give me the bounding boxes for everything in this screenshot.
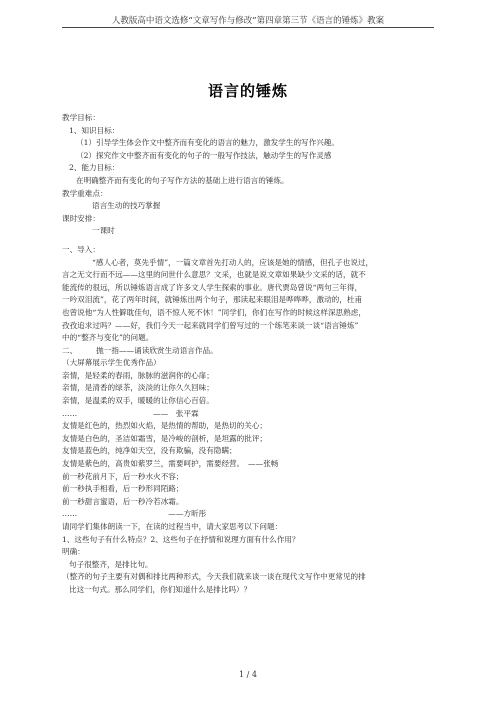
intro-paragraph-line: 言之无文行而不远——这里的问世什么意思？文采，也就是说文章如果缺少文采的话，就不 [62, 270, 366, 280]
answer-heading: 明确： [62, 547, 85, 557]
answer-line: 比这一句式。那么同学们，你们知道什么是排比吗）？ [69, 584, 252, 594]
question-list: 1、这些句子有什么特点？2、这些句子在抒情和说理方面有什么作用？ [62, 534, 300, 544]
page-number: 1 / 4 [239, 670, 257, 679]
poem-line: 亲情，是清香的绿茶，淡淡的让你久久回味； [62, 383, 214, 393]
answer-line: （整齐的句子主要有对偶和排比两种形式，今天我们就来谈一谈在现代文写作中更常见的排 [62, 572, 366, 582]
schedule-item: 一课时 [92, 226, 115, 236]
knowledge-item-2: （2）探究作文中整齐而有变化的句子的一般写作技法，触动学生的写作灵感 [76, 150, 332, 160]
screen-note: （大屏幕展示学生优秀作品） [62, 358, 161, 368]
section2-heading: 二、 抛一指——诵读欣赏生动语言作品。 [62, 345, 218, 355]
poem-line: 友情是蓝色的，纯净如天空，没有欺骗，没有隐瞒； [62, 446, 237, 456]
objectives-heading: 教学目标： [62, 113, 100, 122]
answer-line: 句子很整齐，是排比句。 [69, 559, 153, 569]
poem-line: 友情是白色的，圣洁如霜雪，是冷峻的剖析，是坦露的批评； [62, 433, 268, 443]
header-rule [62, 27, 434, 28]
document-body [62, 112, 442, 597]
ability-heading: 2、能力目标： [69, 163, 120, 173]
running-header: 人教版高中语文选修“文章写作与修改”第四章第三节《语言的锤炼》教案 [111, 16, 385, 26]
schedule-heading: 课时安排： [62, 213, 100, 223]
intro-paragraph-line: “感人心者，莫先乎情”，一篇文章首先打动人的，应该是她的情感，但孔子也说过， [92, 257, 374, 267]
poem-line: 友情是红色的，热烈如火焰，是热情的帮助，是热切的关心； [62, 421, 268, 431]
intro-paragraph-line: 孜孜追求过吗？——好，我们今天一起来就同学们曾写过的一个练笔来谈一谈“语言锤炼” [62, 320, 359, 330]
poem-line: 亲情，是轻柔的春雨，脉脉的滋润你的心扉； [62, 370, 214, 380]
knowledge-item-1: （1）引导学生体会作文中整齐而有变化的语言的魅力，激发学生的写作兴趣。 [76, 138, 340, 148]
intro-paragraph-line: 也曾说他“为人性僻耽佳句，语不惊人死不休！”同学们，你们在写作的时候这样深思熟虑， [62, 307, 366, 317]
poem-line: 友情是紫色的，高贵如紫罗兰，需要呵护，需要经营。 ——张畅 [62, 459, 279, 469]
poem-line: 前一秒甜言蜜语，后一秒冷若冰霜。 [62, 496, 184, 506]
key-points-heading: 教学重难点： [62, 188, 108, 198]
poem-line: 前一秒花前月下，后一秒水火不容； [62, 471, 184, 481]
poem-author: …… ——方昕彤 [62, 509, 207, 519]
intro-paragraph-line: 中的“整齐与变化”的问题。 [62, 333, 154, 343]
poem-line: 亲情，是温柔的双手，暖暖的让你信心百倍。 [62, 396, 214, 406]
knowledge-heading: 1、知识目标： [69, 125, 120, 135]
poem-author: …… —— 张平霖 [62, 408, 199, 418]
key-points-item: 语言生动的技巧掌握 [92, 201, 161, 211]
question-prompt: 请同学们集体朗读一下，在读的过程当中，请大家思考以下问题： [62, 522, 283, 531]
poem-line: 前一秒执手相看，后一秒形同陌路； [62, 484, 184, 494]
document-title: 语言的锤炼 [207, 82, 288, 100]
intro-paragraph-line: 一吟双泪流”，花了两年时间，就锤炼出两个句子，那读起来眼泪是哗哗哗，激动的，杜甫 [62, 295, 363, 305]
intro-paragraph-line: 能流传的很远，所以锤炼语言成了许多文人学生探索的事业。唐代贾岛曾说“两句三年得， [62, 282, 363, 292]
intro-heading: 一、导入： [62, 244, 100, 254]
ability-item-1: 在明确整齐而有变化的句子写作方法的基础上进行语言的锤炼。 [76, 175, 289, 185]
